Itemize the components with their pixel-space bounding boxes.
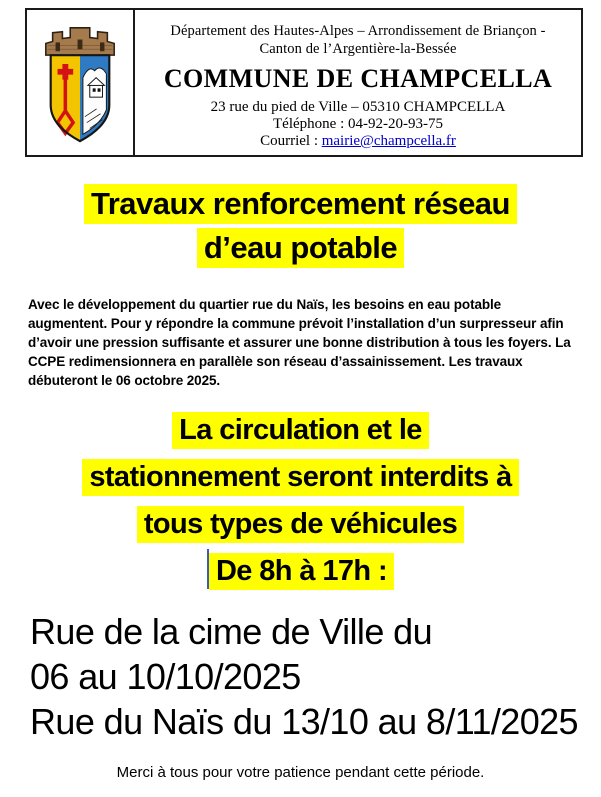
schedule-line: Rue de la cime de Ville du bbox=[30, 611, 432, 652]
highlighted-text: d’eau potable bbox=[197, 228, 404, 268]
email-label: Courriel : bbox=[260, 133, 322, 149]
highlighted-text: De 8h à 17h : bbox=[209, 553, 394, 590]
highlighted-text: tous types de véhicules bbox=[137, 506, 464, 543]
schedule-line: Rue du Naïs du 13/10 au 8/11/2025 bbox=[30, 701, 578, 742]
highlighted-text: Travaux renforcement réseau bbox=[84, 184, 517, 224]
letterhead bbox=[25, 8, 583, 157]
highlighted-text: stationnement seront interdits à bbox=[82, 459, 518, 496]
canton-line: Canton de l’Argentière-la-Bessée bbox=[259, 41, 457, 57]
address-line: 23 rue du pied de Ville – 05310 CHAMPCELLA bbox=[210, 99, 506, 115]
notice-title-line bbox=[0, 226, 601, 270]
highlighted-text: La circulation et le bbox=[172, 412, 429, 449]
notice-title-line bbox=[0, 182, 601, 226]
restriction-line bbox=[0, 501, 601, 548]
commune-title: COMMUNE DE CHAMPCELLA bbox=[163, 64, 553, 93]
restriction-line bbox=[0, 454, 601, 501]
restriction-line-hours bbox=[0, 548, 601, 595]
schedule-line: 06 au 10/10/2025 bbox=[30, 656, 301, 697]
works-schedule bbox=[30, 609, 601, 744]
coat-of-arms-cell bbox=[27, 10, 135, 155]
champcella-coat-of-arms-icon bbox=[36, 19, 124, 146]
closing-note: Merci à tous pour votre patience pendant cette période. bbox=[116, 764, 485, 781]
notice-title bbox=[0, 182, 601, 270]
restriction-line bbox=[0, 407, 601, 454]
phone-line: Téléphone : 04-92-20-93-75 bbox=[273, 116, 443, 132]
letterhead-text bbox=[135, 10, 581, 155]
email-link[interactable]: mairie@champcella.fr bbox=[321, 133, 456, 149]
restriction-notice bbox=[0, 407, 601, 595]
department-line: Département des Hautes-Alpes – Arrondissement de Briançon - bbox=[170, 23, 546, 39]
email-line bbox=[135, 133, 581, 150]
intro-paragraph: Avec le développement du quartier rue du Naïs, les besoins en eau potable augmentent. Pour y répondre la commune prévoit l’installation d’un surpresseur afin d’avoir une pression suffisante et assurer une bonne distribution à tous les foyers. La CCPE redimensionnera en parallèle son réseau d’assainissement. Les travaux débuteront le 06 octobre 2025. bbox=[28, 297, 571, 388]
